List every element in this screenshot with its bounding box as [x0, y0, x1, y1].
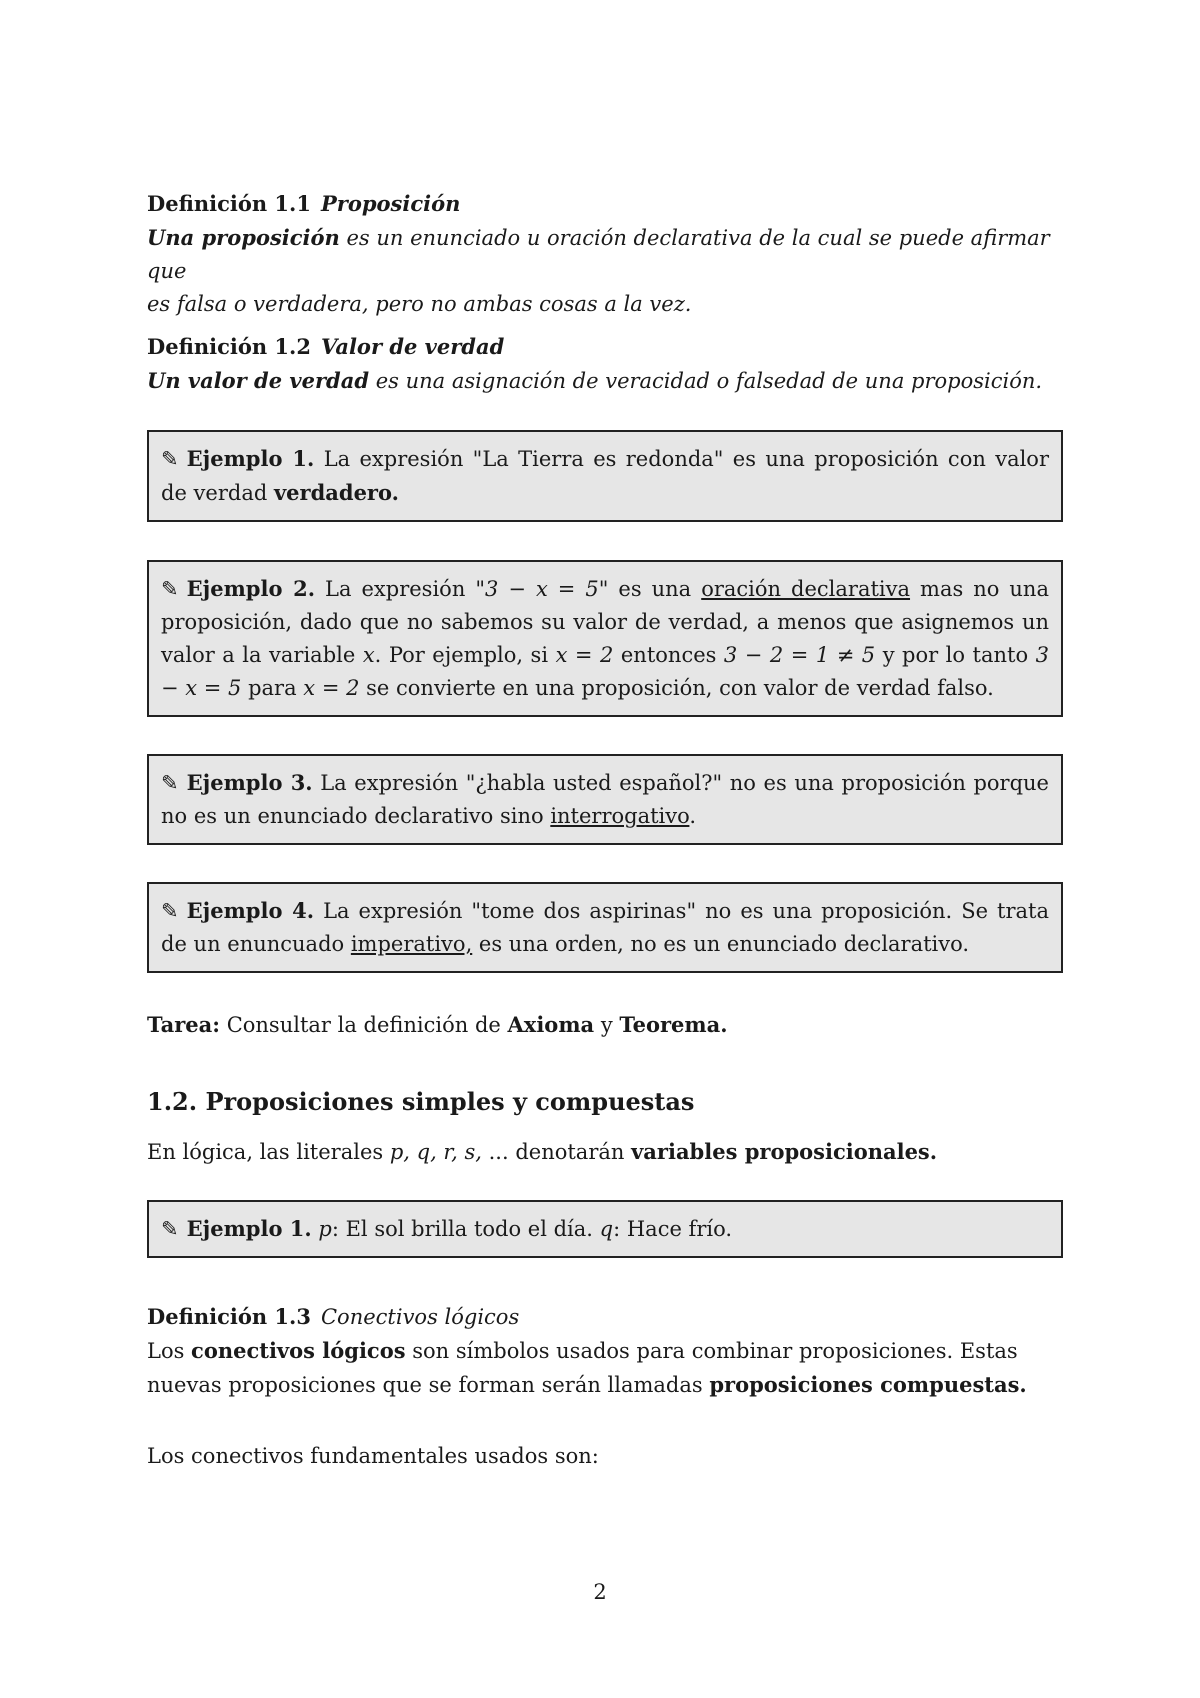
closing-sentence: Los conectivos fundamentales usados son:	[147, 1444, 599, 1468]
math-expression: 3 − x = 5	[161, 643, 1049, 700]
homework-term: Teorema.	[619, 1012, 728, 1037]
definition-term: conectivos lógicos	[191, 1338, 406, 1363]
example-text	[161, 1212, 1049, 1246]
definition-1-2	[147, 330, 1063, 398]
example-text	[161, 894, 1049, 961]
homework-note	[147, 1008, 1063, 1042]
definition-text: son símbolos usados para combinar proposiciones. Estas nuevas proposiciones que se forman serán llamadas	[147, 1339, 1018, 1397]
definition-heading	[147, 1300, 1063, 1334]
definition-label: Definición 1.3	[147, 1304, 311, 1329]
pencil-icon: ✎	[161, 447, 179, 471]
example-body: La expresión "tome dos aspirinas" no es una proposición. Se trata de un enuncuado	[161, 899, 1049, 956]
math-expression: x = 2	[303, 676, 360, 700]
underlined-term: oración declarativa	[701, 577, 911, 601]
example-body: mas no una proposición, dado que no sabemos su valor de verdad, a menos que asignemos un valor a la variable	[161, 577, 1049, 667]
example-box-1	[147, 430, 1063, 522]
section-title: 1.2. Proposiciones simples y compuestas	[147, 1087, 695, 1116]
section-intro	[147, 1135, 1063, 1169]
example-label: Ejemplo 2.	[186, 576, 316, 601]
example-body: : El sol brilla todo el día.	[331, 1217, 600, 1241]
example-body: entonces	[613, 643, 724, 667]
example-body: se convierte en una proposición, con valor de verdad falso.	[359, 676, 994, 700]
example-body: . Por ejemplo, si	[374, 643, 556, 667]
definition-1-1	[147, 187, 1063, 321]
definition-text: es un enunciado u oración declarativa de la cual se puede afirmar que	[147, 226, 1050, 283]
example-label: Ejemplo 3.	[186, 770, 313, 795]
underlined-term: imperativo,	[350, 932, 473, 956]
definition-title: Valor de verdad	[320, 334, 505, 359]
example-text	[161, 766, 1049, 833]
math-variable: q	[599, 1217, 614, 1241]
definition-term: Una proposición	[147, 225, 340, 250]
intro-bold: variables proposicionales.	[631, 1139, 938, 1164]
math-variable: x	[362, 643, 375, 667]
example-box-2	[147, 560, 1063, 717]
definition-body	[147, 221, 1063, 321]
page-number: 2	[593, 1580, 607, 1604]
example-body: .	[689, 804, 697, 828]
definition-body	[147, 1334, 1063, 1402]
example-text	[161, 572, 1049, 705]
pencil-icon: ✎	[161, 1217, 179, 1241]
intro-text: En lógica, las literales	[147, 1140, 390, 1164]
example-text	[161, 442, 1049, 510]
example-body: La expresión "¿habla usted español?" no es una proposición porque no es un enunciado declarativo sino	[161, 771, 1049, 828]
example-bold: verdadero.	[273, 480, 399, 505]
definition-heading	[147, 187, 1063, 221]
definition-1-3	[147, 1300, 1063, 1402]
definition-term: Un valor de verdad	[147, 368, 370, 393]
homework-term: Axioma	[507, 1012, 595, 1037]
definition-label: Definición 1.2	[147, 334, 311, 359]
example-box-4	[147, 882, 1063, 973]
definition-title: Conectivos lógicos	[320, 1305, 520, 1329]
example-box-5	[147, 1200, 1063, 1258]
math-expression: 3 − x = 5	[485, 577, 599, 601]
example-box-3	[147, 754, 1063, 845]
pencil-icon: ✎	[161, 899, 179, 923]
homework-label: Tarea:	[147, 1012, 221, 1037]
math-variables: p, q, r, s,	[389, 1140, 482, 1164]
homework-text: y	[594, 1013, 620, 1037]
example-body: La expresión "	[315, 577, 485, 601]
math-variable: p	[318, 1217, 332, 1241]
intro-text: ... denotarán	[481, 1140, 632, 1164]
math-expression: 3 − 2 = 1 ≠ 5	[723, 643, 876, 667]
example-body: La expresión "La Tierra es redonda" es una proposición con valor de verdad	[161, 447, 1049, 505]
definition-body	[147, 364, 1063, 398]
pencil-icon: ✎	[161, 771, 179, 795]
definition-title: Proposición	[320, 191, 461, 216]
example-body: es una orden, no es un enunciado declarativo.	[472, 932, 970, 956]
definition-text-line2: es falsa o verdadera, pero no ambas cosas a la vez.	[147, 292, 692, 316]
math-expression: x = 2	[555, 643, 614, 667]
definition-heading	[147, 330, 1063, 364]
definition-text: es una asignación de veracidad o falsedad de una proposición.	[369, 369, 1043, 393]
example-body: y por lo tanto	[875, 643, 1036, 667]
definition-term: proposiciones compuestas.	[709, 1372, 1027, 1397]
definition-label: Definición 1.1	[147, 191, 311, 216]
example-label: Ejemplo 1.	[186, 1216, 312, 1241]
underlined-term: interrogativo	[550, 804, 690, 828]
example-label: Ejemplo 1.	[186, 446, 315, 471]
example-body: : Hace frío.	[613, 1217, 733, 1241]
example-body: para	[241, 676, 304, 700]
homework-text: Consultar la definición de	[220, 1013, 508, 1037]
pencil-icon: ✎	[161, 577, 179, 601]
example-body: " es una	[598, 577, 702, 601]
definition-text: Los	[147, 1339, 192, 1363]
example-label: Ejemplo 4.	[186, 898, 315, 923]
